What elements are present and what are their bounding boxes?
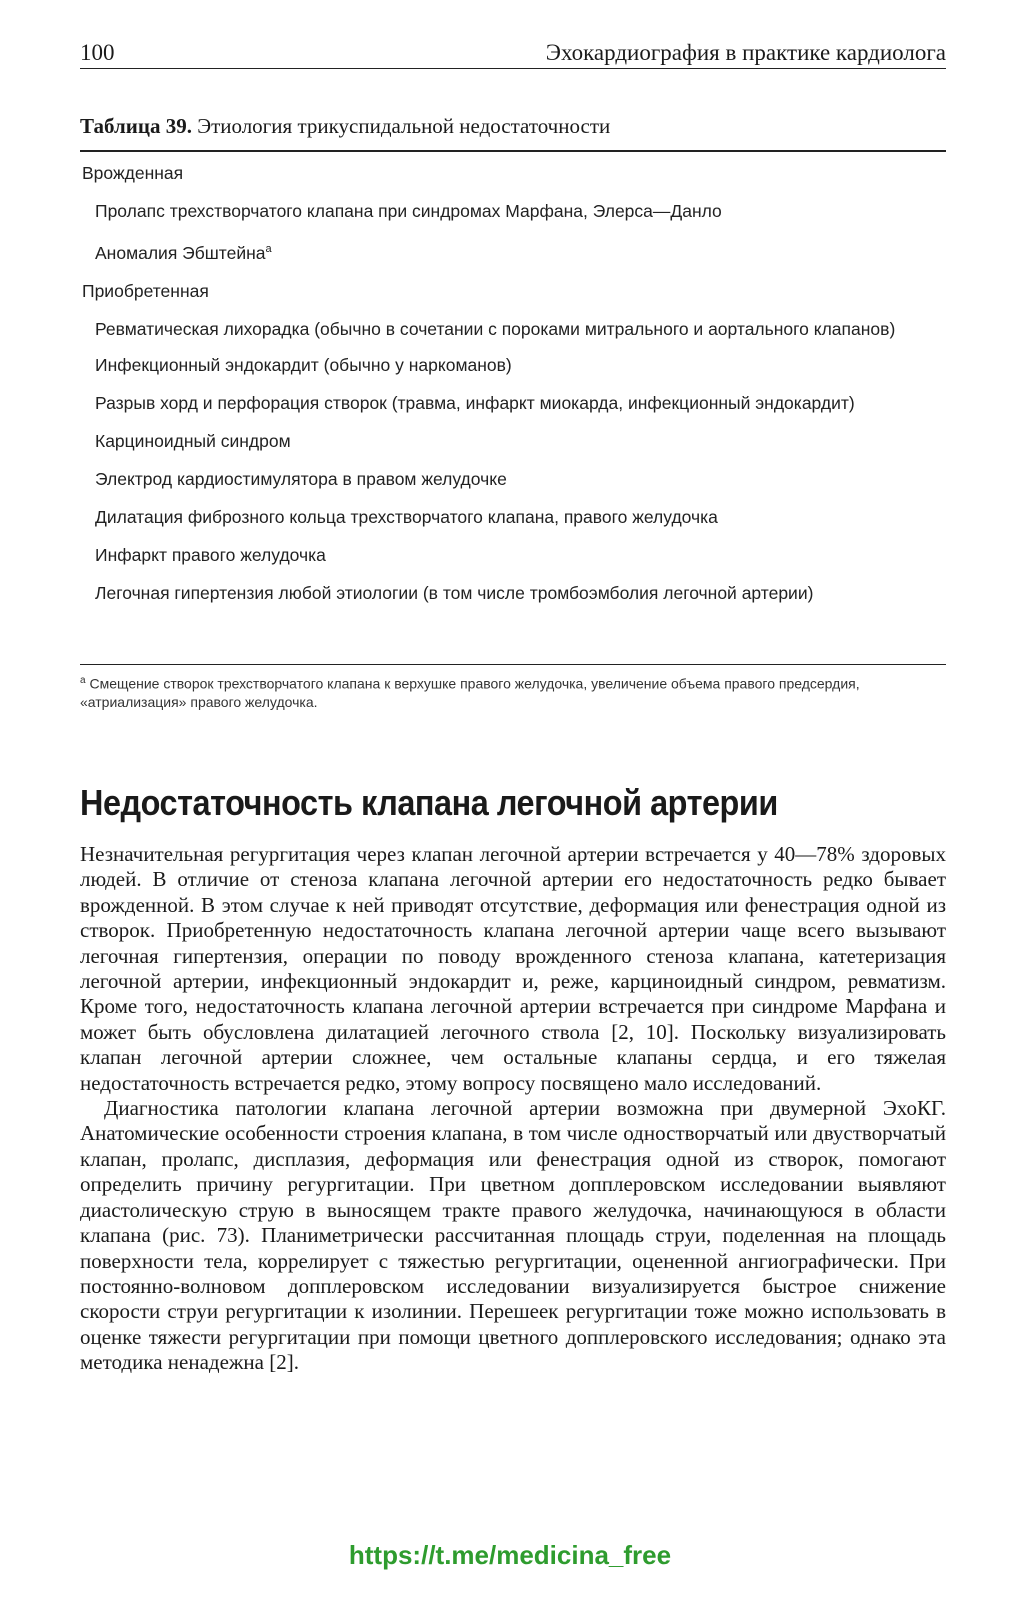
paragraph: Незначительная регургитация через клапан легочной артерии встречается у 40—78% здоровых людей. В отличие от стеноза клапана легочной артерии его недостаточность редко бывает врожденной. В этом случае к ней приводят отсутствие, деформация или фенестрация одной из створок. Приобретенную недостаточность клапана легочной артерии чаще всего вызывают легочная гипертензия, операции по поводу врожденного стеноза клапана, катетеризация легочной артерии, инфекционный эндокардит и, реже, карциноидный синдром, ревматизм. Кроме того, недостаточность клапана легочной артерии встречается при синдроме Марфана и может быть обусловлена дилатацией легочного ствола [2, 10]. Поскольку визуализировать клапан легочной артерии сложнее, чем остальные клапаны сердца, и его тяжелая недостаточность встречается редко, этому вопросу посвящено мало исследований. xyxy=(80,842,946,1095)
table-caption xyxy=(80,114,946,139)
footnote-mark: a xyxy=(80,675,86,686)
book-title: Эхокардиография в практике кардиолога xyxy=(545,40,946,65)
table-row: Инфаркт правого желудочка xyxy=(95,544,326,565)
group-label-congenital: Врожденная xyxy=(82,163,184,183)
running-header xyxy=(80,40,946,69)
table-footnote xyxy=(80,672,946,711)
group-label-acquired: Приобретенная xyxy=(82,280,209,301)
table-row: Инфекционный эндокардит (обычно у наркоманов) xyxy=(95,354,512,375)
page-number: 100 xyxy=(80,40,115,65)
table-top-rule xyxy=(80,150,946,152)
table-row: Ревматическая лихорадка (обычно в сочетании с пороками митрального и аортального клапанов) xyxy=(95,318,896,339)
section-heading: Недостаточность клапана легочной артерии xyxy=(80,782,778,823)
table-row: Карциноидный синдром xyxy=(95,430,291,451)
table-row: Дилатация фиброзного кольца трехстворчатого клапана, правого желудочка xyxy=(95,506,718,527)
footnote-mark: a xyxy=(265,243,272,255)
table-row-text: Аномалия Эбштейна xyxy=(95,242,266,263)
table-row: Легочная гипертензия любой этиологии (в том числе тромбоэмболия легочной артерии) xyxy=(95,582,814,603)
etiology-table xyxy=(80,162,946,618)
table-title: Этиология трикуспидальной недостаточности xyxy=(197,114,611,138)
table-number: Таблица 39. xyxy=(80,114,192,138)
table-row: Разрыв хорд и перфорация створок (травма, инфаркт миокарда, инфекционный эндокардит) xyxy=(95,392,855,413)
table-row xyxy=(95,238,946,264)
footnote-text: Смещение створок трехстворчатого клапана к верхушке правого желудочка, увеличение объема правого предсердия, «атриализация» правого желудочка. xyxy=(80,675,860,710)
paragraph: Диагностика патологии клапана легочной артерии возможна при двумерной ЭхоКГ. Анатомические особенности строения клапана, в том числе одностворчатый или двустворчатый клапан, пролапс, дисплазия, деформация или фенестрация одной из створок, помогают определить причину регургитации. При цветном допплеровском исследовании выявляют диастолическую струю в выносящем тракте правого желудочка, начинающуюся в области клапана (рис. 73). Планиметрически рассчитанная площадь струи, поделенная на площадь поверхности тела, коррелирует с тяжестью регургитации, оцененной ангиографически. При постоянно-волновом допплеровском исследовании визуализируется быстрое снижение скорости струи регургитации к изолинии. Перешеек регургитации тоже можно использовать в оценке тяжести регургитации при помощи цветного допплеровского исследования; однако эта методика ненадежна [2]. xyxy=(80,1096,946,1375)
table-row: Пролапс трехстворчатого клапана при синдромах Марфана, Элерса—Данло xyxy=(95,201,722,221)
table-row: Электрод кардиостимулятора в правом желудочке xyxy=(95,468,507,489)
watermark-link[interactable]: https://t.me/medicina_free xyxy=(348,1540,672,1570)
section-body xyxy=(80,842,946,1376)
table-bottom-rule xyxy=(80,664,946,665)
